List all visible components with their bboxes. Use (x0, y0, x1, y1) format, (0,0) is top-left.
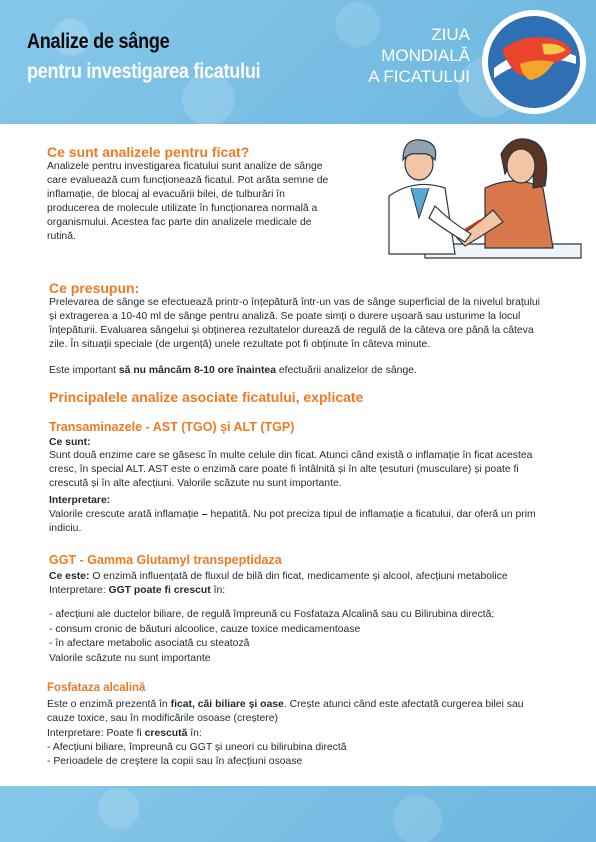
fosfataza-item-1: - Afecțiuni biliare, împreună cu GGT și uneori cu bilirubina directă (47, 742, 347, 753)
presupun-line-1: Prelevarea de sânge se efectuează printr-o înțepătură într-un vas de sânge superficial de la nivelul brațului (49, 297, 540, 308)
fosfataza-line1-bold: ficat, căi biliare și oase (170, 699, 284, 710)
event-line1: ZIUA (431, 25, 470, 44)
transaminaze-label1 (49, 436, 91, 449)
ggt-item-4: Valorile scăzute nu sunt importante (49, 653, 211, 664)
liver-logo-icon (480, 8, 588, 116)
presupun-line-4: zile. În situații speciale (de urgență) unele rezultate pot fi obținute în câteva minute. (49, 339, 431, 350)
event-line2: MONDIALĂ (381, 46, 470, 65)
presupun-note-prefix: Este important (49, 365, 119, 376)
ggt-line1-text: O enzimă influențată de fluxul de bilă din ficat, medicamente și alcool, afecțiuni metabolice (89, 571, 508, 582)
ggt-item-1: - afecțiuni ale ductelor biliare, de regulă împreună cu Fosfataza Alcalină sau cu Bilirubina directă; (49, 609, 495, 620)
fosfataza-heading: Fosfataza alcalină (47, 682, 146, 694)
event-title (335, 24, 470, 87)
event-line3: A FICATULUI (368, 67, 470, 86)
header-banner (0, 0, 596, 124)
transaminaze-line-2: cresc, în special ALT. AST este o enzimă care poate fi întâlnită și în alte țesuturi (musculare) și poate fi (49, 464, 519, 475)
presupun-note (49, 364, 417, 377)
presupun-note-bold: să nu mâncăm 8-10 ore înaintea (118, 365, 276, 376)
ggt-label1: Ce este: (49, 571, 90, 582)
main-heading: Principalele analize asociate ficatului, explicate (49, 389, 364, 405)
transaminaze-interp-dash: – (201, 509, 208, 520)
intro-line-6: rutină. (47, 231, 76, 242)
transaminaze-heading: Transaminazele - AST (TGO) și ALT (TGP) (49, 420, 295, 434)
ggt-line-2 (49, 584, 225, 597)
title-line1: Analize de sânge (27, 30, 170, 53)
fosfataza-line1-prefix: Este o enzimă prezentă în (47, 699, 171, 710)
fosfataza-line2-suffix: în: (187, 728, 202, 739)
intro-line-2: care evaluează cum funcționează ficatul. Pot arăta semne de (47, 175, 329, 186)
intro-line-4: producerea de molecule utilizate în funcționarea normală a (47, 203, 318, 214)
presupun-line-3: înțepăturii. Evaluarea sângelui și obținerea rezultatelor durează de regulă de la câteva ore până la câteva (49, 325, 534, 336)
fosfataza-item-2: - Perioadele de creștere la copii sau în afecțiuni osoase (47, 756, 303, 767)
ggt-heading: GGT - Gamma Glutamyl transpeptidaza (49, 553, 282, 567)
transaminaze-label2 (49, 494, 110, 507)
fosfataza-line2-bold: crescută (144, 728, 188, 739)
title-line2: pentru investigarea ficatului (27, 60, 261, 83)
footer-banner (0, 786, 596, 842)
transaminaze-interp-suffix: hepatită. Nu pot preciza tipul de inflamație a ficatului, dar oferă un prim (207, 509, 536, 520)
fosfataza-line-2 (47, 727, 202, 740)
transaminaze-label1-text: Ce sunt: (49, 437, 91, 448)
transaminaze-interp-prefix: Valorile crescute arată inflamație (49, 509, 202, 520)
presupun-line-2: și extragerea a 10-40 ml de sânge pentru analiză. Se poate simți o durere ușoară sau usturime la locul (49, 311, 521, 322)
transaminaze-interp-line (49, 508, 536, 521)
fosfataza-line-1b: cauze toxice, sau în modificările osoase (creștere) (47, 713, 279, 724)
doctor-patient-illustration (385, 126, 585, 264)
ggt-item-3: - în afectare metabolic asociată cu steatoză (49, 638, 250, 649)
ggt-item-2: - consum cronic de băuturi alcoolice, cauze toxice medicamentoase (49, 624, 361, 635)
transaminaze-line-1: Sunt două enzime care se găsesc în multe celule din ficat. Atunci când există o inflamație în ficat acestea (49, 450, 533, 461)
intro-line-3: inflamație, de blocaj al evacuării bilei, de tulburări în (47, 189, 285, 200)
transaminaze-line-3: crescută și în alte afecțiuni. Valorile scăzute nu sunt importante. (49, 478, 342, 489)
presupun-note-suffix: efectuării analizelor de sânge. (275, 365, 417, 376)
intro-line-5: organismului. Acestea fac parte din analizele medicale de (47, 217, 312, 228)
transaminaze-label2-text: Interpretare: (49, 495, 111, 506)
fosfataza-line2-prefix: Interpretare: Poate fi (47, 728, 145, 739)
ggt-line-1 (49, 570, 508, 583)
presupun-heading: Ce presupun: (49, 280, 140, 296)
ggt-line2-suffix: în: (210, 585, 226, 596)
ggt-line2-bold: GGT poate fi crescut (108, 585, 211, 596)
intro-heading: Ce sunt analizele pentru ficat? (47, 144, 250, 160)
fosfataza-line1-suffix: . Crește atunci când este afectată curgerea bilei sau (283, 699, 524, 710)
intro-line-1: Analizele pentru investigarea ficatului sunt analize de sânge (47, 161, 323, 172)
fosfataza-line-1 (47, 698, 524, 711)
ggt-line2-prefix: Interpretare: (49, 585, 109, 596)
transaminaze-interp-line-2: indiciu. (49, 523, 82, 534)
